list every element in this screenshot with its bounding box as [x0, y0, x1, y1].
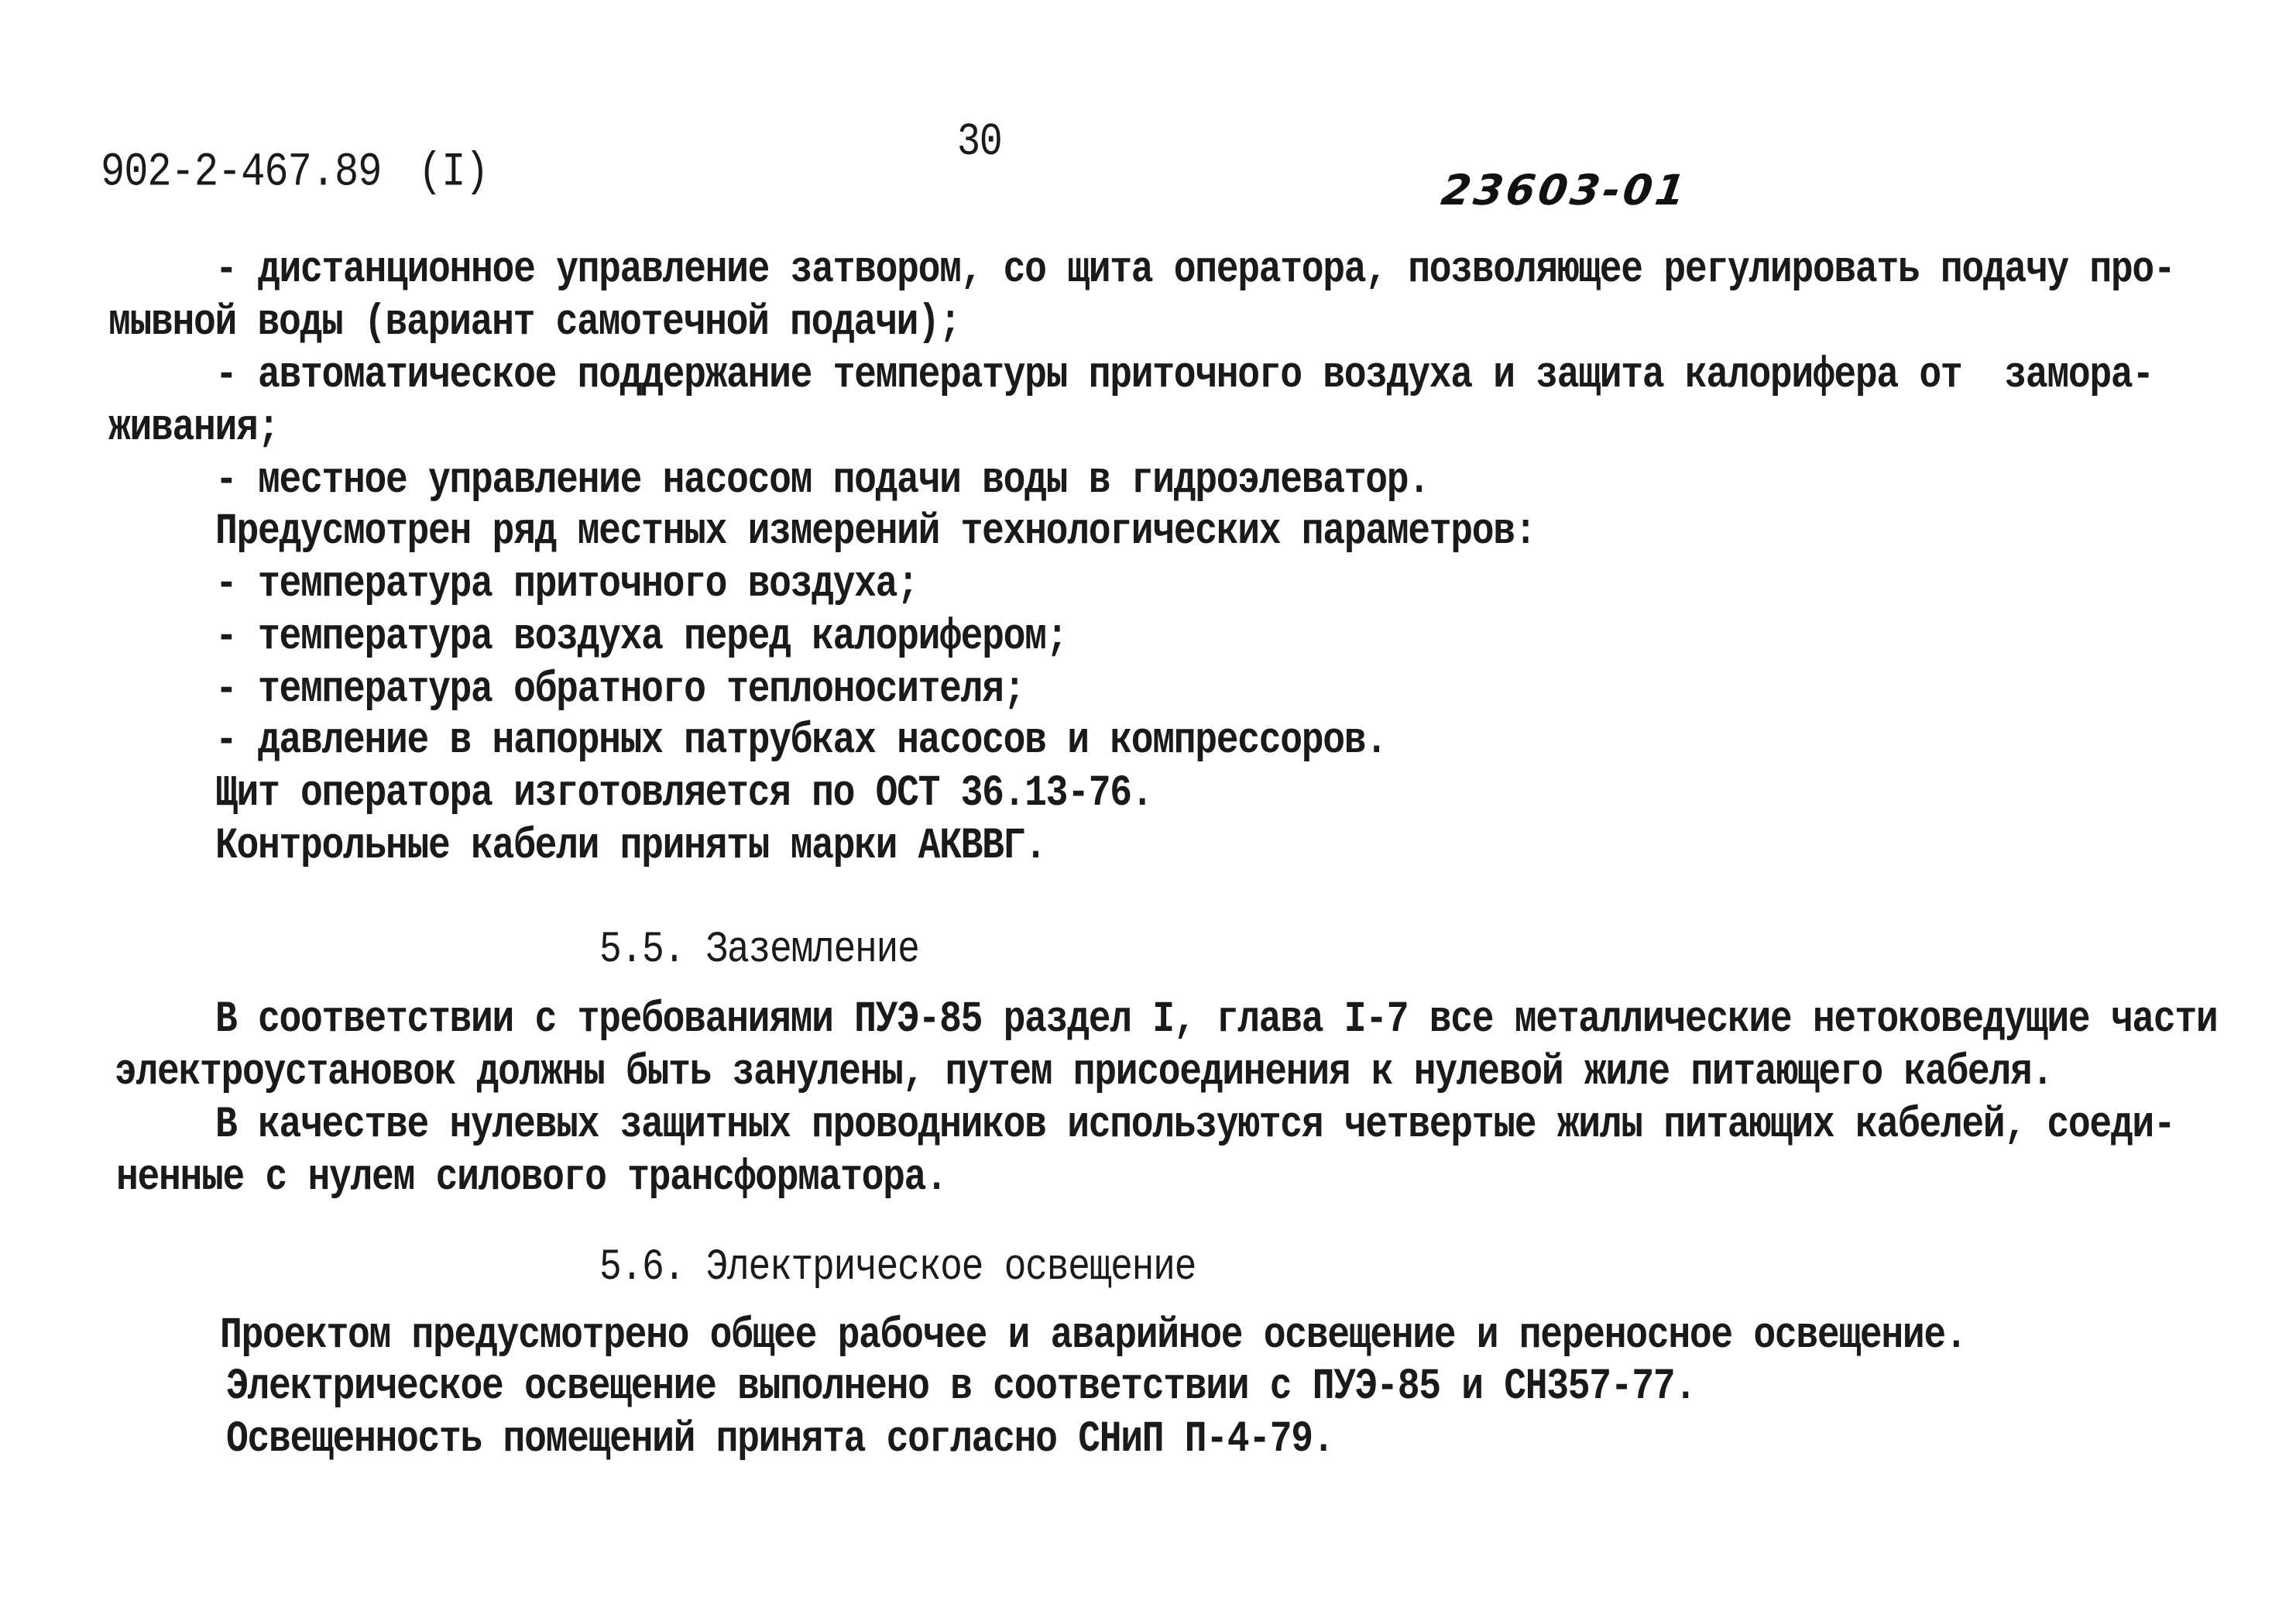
text-line: электроустановок должны быть занулены, путем присоединения к нулевой жиле питающего кабеля.	[115, 1048, 2053, 1098]
text-line: - давление в напорных патрубках насосов и компрессоров.	[215, 716, 1387, 766]
text-line: ненные с нулем силового трансформатора.	[116, 1153, 947, 1203]
text-line: - дистанционное управление затвором, со щита оператора, позволяющее регулировать подачу про-	[215, 246, 2175, 295]
text-line: В качестве нулевых защитных проводников используются четвертые жилы питающих кабелей, соеди-	[215, 1101, 2175, 1150]
text-line: - температура воздуха перед калорифером;	[215, 613, 1068, 662]
text-line: Проектом предусмотрено общее рабочее и аварийное освещение и переносное освещение.	[220, 1311, 1967, 1361]
text-line: Щит оператора изготовляется по ОСТ 36.13-76.	[215, 769, 1153, 819]
text-line: живания;	[108, 404, 280, 453]
text-line: - местное управление насосом подачи воды в гидроэлеватор.	[215, 456, 1429, 506]
text-line: мывной воды (вариант самотечной подачи);	[108, 298, 961, 348]
text-line: - температура обратного теплоносителя;	[215, 665, 1025, 715]
text-line: В соответствии с требованиями ПУЭ-85 раздел I, глава I-7 все металлические нетоковедущие части	[215, 995, 2218, 1045]
sheet-code-handwritten: 23603-01	[1438, 166, 1691, 215]
section-heading: 5.5. Заземление	[599, 926, 919, 975]
text-line: Контрольные кабели приняты марки АКВВГ.	[215, 822, 1046, 871]
text-line: Освещенность помещений принята согласно СНиП П-4-79.	[226, 1415, 1334, 1465]
document-code: 902-2-467.89	[101, 145, 382, 200]
document-part: (I)	[418, 145, 489, 200]
page-number: 30	[957, 116, 1002, 170]
text-line: Предусмотрен ряд местных измерений технологических параметров:	[215, 507, 1536, 557]
text-line: - автоматическое поддержание температуры приточного воздуха и защита калорифера от замора-	[215, 351, 2154, 400]
section-heading: 5.6. Электрическое освещение	[599, 1243, 1196, 1293]
text-line: Электрическое освещение выполнено в соответствии с ПУЭ-85 и СН357-77.	[226, 1362, 1696, 1412]
text-line: - температура приточного воздуха;	[215, 560, 918, 610]
